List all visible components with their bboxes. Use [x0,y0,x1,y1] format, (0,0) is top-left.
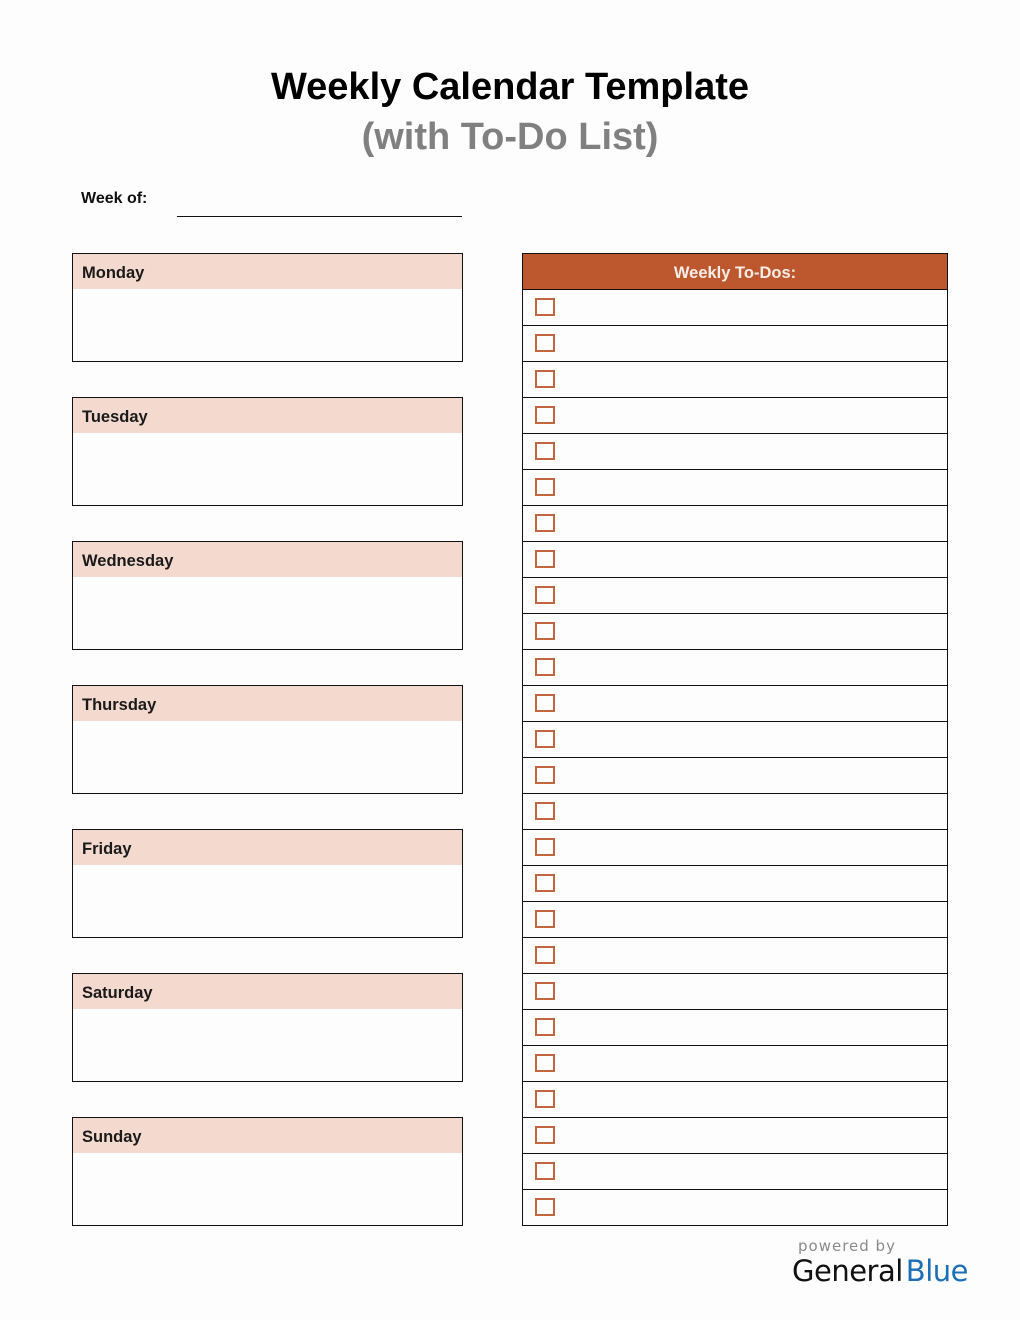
week-of-label: Week of: [81,190,148,207]
todo-row[interactable] [523,578,947,614]
checkbox-icon[interactable] [535,586,555,604]
checkbox-icon[interactable] [535,622,555,640]
checkbox-icon[interactable] [535,694,555,712]
checkbox-icon[interactable] [535,946,555,964]
todo-row[interactable] [523,1154,947,1190]
day-header: Wednesday [73,542,462,577]
checkbox-icon[interactable] [535,514,555,532]
day-header: Saturday [73,974,462,1009]
todo-row[interactable] [523,686,947,722]
todo-row[interactable] [523,1010,947,1046]
todo-row[interactable] [523,398,947,434]
todo-row[interactable] [523,938,947,974]
checkbox-icon[interactable] [535,334,555,352]
todo-row[interactable] [523,434,947,470]
day-box-saturday [72,973,463,1082]
checkbox-icon[interactable] [535,550,555,568]
page-subtitle: (with To-Do List) [361,116,659,158]
checkbox-icon[interactable] [535,1054,555,1072]
checkbox-icon[interactable] [535,478,555,496]
checkbox-icon[interactable] [535,730,555,748]
todo-row[interactable] [523,1082,947,1118]
checkbox-icon[interactable] [535,1090,555,1108]
todo-row[interactable] [523,1118,947,1154]
day-header: Thursday [73,686,462,721]
brand-blue: Blue [905,1254,968,1288]
checkbox-icon[interactable] [535,982,555,1000]
day-notes-area[interactable] [73,865,462,937]
checkbox-icon[interactable] [535,406,555,424]
todo-row[interactable] [523,1190,947,1226]
checkbox-icon[interactable] [535,1162,555,1180]
powered-by-text: powered by [798,1237,896,1255]
day-box-friday [72,829,463,938]
checkbox-icon[interactable] [535,370,555,388]
brand-logo [792,1254,968,1288]
checkbox-icon[interactable] [535,838,555,856]
todo-row[interactable] [523,650,947,686]
brand-general: General [792,1254,903,1288]
todo-row[interactable] [523,542,947,578]
day-header: Tuesday [73,398,462,433]
checkbox-icon[interactable] [535,874,555,892]
day-box-thursday [72,685,463,794]
day-notes-area[interactable] [73,721,462,793]
day-notes-area[interactable] [73,1153,462,1225]
day-header: Friday [73,830,462,865]
todo-row[interactable] [523,326,947,362]
day-header: Monday [73,254,462,289]
day-box-wednesday [72,541,463,650]
todo-list [523,290,947,1226]
todo-row[interactable] [523,1046,947,1082]
todo-row[interactable] [523,830,947,866]
checkbox-icon[interactable] [535,658,555,676]
todo-panel [522,253,948,1226]
checkbox-icon[interactable] [535,298,555,316]
checkbox-icon[interactable] [535,1018,555,1036]
day-notes-area[interactable] [73,433,462,505]
day-box-monday [72,253,463,362]
checkbox-icon[interactable] [535,442,555,460]
week-of-field[interactable] [177,216,462,217]
day-header: Sunday [73,1118,462,1153]
day-notes-area[interactable] [73,577,462,649]
todo-row[interactable] [523,506,947,542]
day-notes-area[interactable] [73,1009,462,1081]
todo-row[interactable] [523,614,947,650]
todo-row[interactable] [523,470,947,506]
day-notes-area[interactable] [73,289,462,361]
checkbox-icon[interactable] [535,766,555,784]
todo-header: Weekly To-Dos: [523,254,947,290]
checkbox-icon[interactable] [535,910,555,928]
page-title: Weekly Calendar Template [270,66,749,108]
todo-row[interactable] [523,362,947,398]
todo-row[interactable] [523,902,947,938]
todo-row[interactable] [523,758,947,794]
day-box-sunday [72,1117,463,1226]
todo-row[interactable] [523,974,947,1010]
day-box-tuesday [72,397,463,506]
checkbox-icon[interactable] [535,1198,555,1216]
todo-row[interactable] [523,290,947,326]
checkbox-icon[interactable] [535,802,555,820]
todo-row[interactable] [523,722,947,758]
todo-row[interactable] [523,866,947,902]
checkbox-icon[interactable] [535,1126,555,1144]
todo-row[interactable] [523,794,947,830]
